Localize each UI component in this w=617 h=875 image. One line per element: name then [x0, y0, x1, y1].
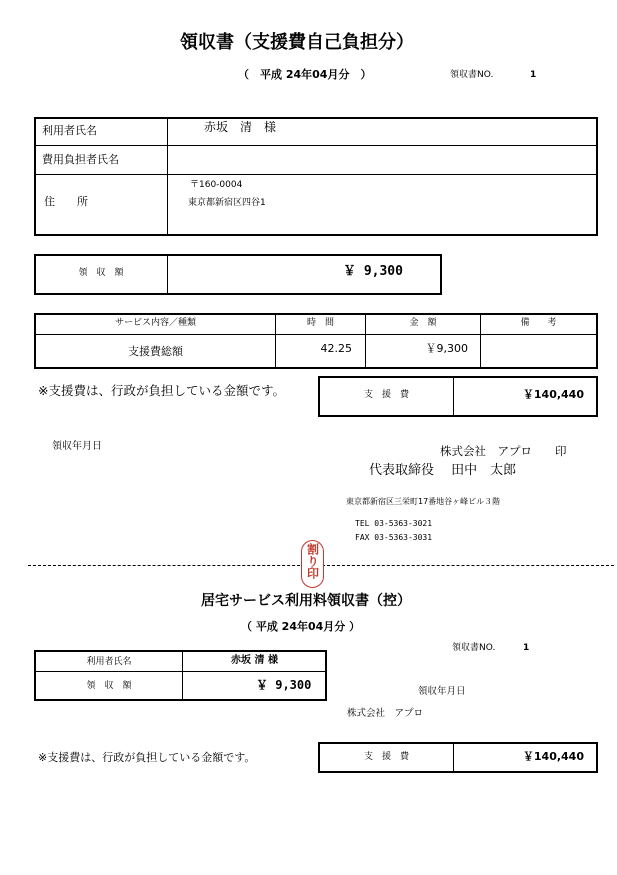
- copy-user-name: 赤坂 清 様: [231, 655, 278, 666]
- user-name-label: 利用者氏名: [42, 124, 97, 137]
- tally-seal: [301, 540, 324, 588]
- receipt-date-label: 領収年月日: [52, 441, 102, 452]
- amount-value: ￥ 9,300: [343, 264, 403, 279]
- tally-seal-text: 割り印: [305, 543, 320, 579]
- copy-date-label: 領収年月日: [418, 686, 466, 697]
- hours-header: 時 間: [306, 318, 334, 328]
- receipt-period: （ 平成 24年04月分 ）: [238, 68, 372, 81]
- user-name: 赤坂 清 様: [204, 120, 277, 134]
- copy-user-name-label: 利用者氏名: [86, 657, 132, 667]
- header-divider: [34, 334, 598, 335]
- copy-title: 居宅サービス利用料領収書（控）: [201, 593, 411, 609]
- column-divider: [167, 254, 168, 295]
- address-label: 住 所: [44, 195, 88, 208]
- copy-company: 株式会社 アプロ: [347, 708, 424, 719]
- copy-support-fee-label: 支 援 費: [363, 752, 409, 762]
- representative: 代表取締役 田中 太郎: [369, 463, 517, 478]
- address: 東京都新宿区四谷1: [188, 198, 266, 208]
- service-name: 支援費総額: [128, 345, 183, 358]
- price-header: 金 額: [409, 318, 437, 328]
- support-fee-label: 支 援 費: [363, 390, 409, 400]
- amount-label: 領 収 額: [78, 268, 124, 278]
- copy-support-note: ※支援費は、行政が負担している金額です。: [38, 751, 256, 764]
- customer-info-table: [34, 117, 598, 236]
- company-name: 株式会社 アプロ 印: [440, 444, 567, 458]
- copy-support-fee-amount: ￥140,440: [522, 750, 584, 763]
- service-header: サービス内容／種類: [114, 318, 196, 328]
- copy-amount-label: 領 収 額: [86, 681, 132, 691]
- receipt-title: 領収書（支援費自己負担分）: [180, 32, 414, 53]
- copy-receipt-no: 1: [523, 643, 530, 653]
- notes-header: 備 考: [520, 318, 557, 328]
- price-value: ￥9,300: [425, 342, 468, 355]
- row-divider: [34, 174, 598, 175]
- support-note: ※支援費は、行政が負担している金額です。: [38, 383, 285, 398]
- row-divider: [34, 671, 327, 672]
- row-divider: [34, 145, 598, 146]
- company-address: 東京都新宿区三栄町17番地谷ヶ峰ビル３階: [346, 497, 501, 506]
- copy-amount: ￥ 9,300: [256, 678, 312, 692]
- receipt-no: 1: [530, 70, 537, 80]
- company-tel: TEL 03-5363-3021: [355, 519, 433, 528]
- receipt-no-label: 領収書NO.: [450, 70, 494, 80]
- payer-label: 費用負担者氏名: [42, 153, 119, 166]
- support-fee-amount: ￥140,440: [522, 388, 584, 401]
- copy-period: （ 平成 24年04月分 ）: [241, 620, 361, 633]
- copy-receipt-no-label: 領収書NO.: [452, 643, 496, 653]
- company-fax: FAX 03-5363-3031: [355, 533, 433, 542]
- column-divider: [167, 117, 168, 236]
- postal-code: 〒160-0004: [190, 180, 243, 190]
- hours-value: 42.25: [320, 342, 352, 355]
